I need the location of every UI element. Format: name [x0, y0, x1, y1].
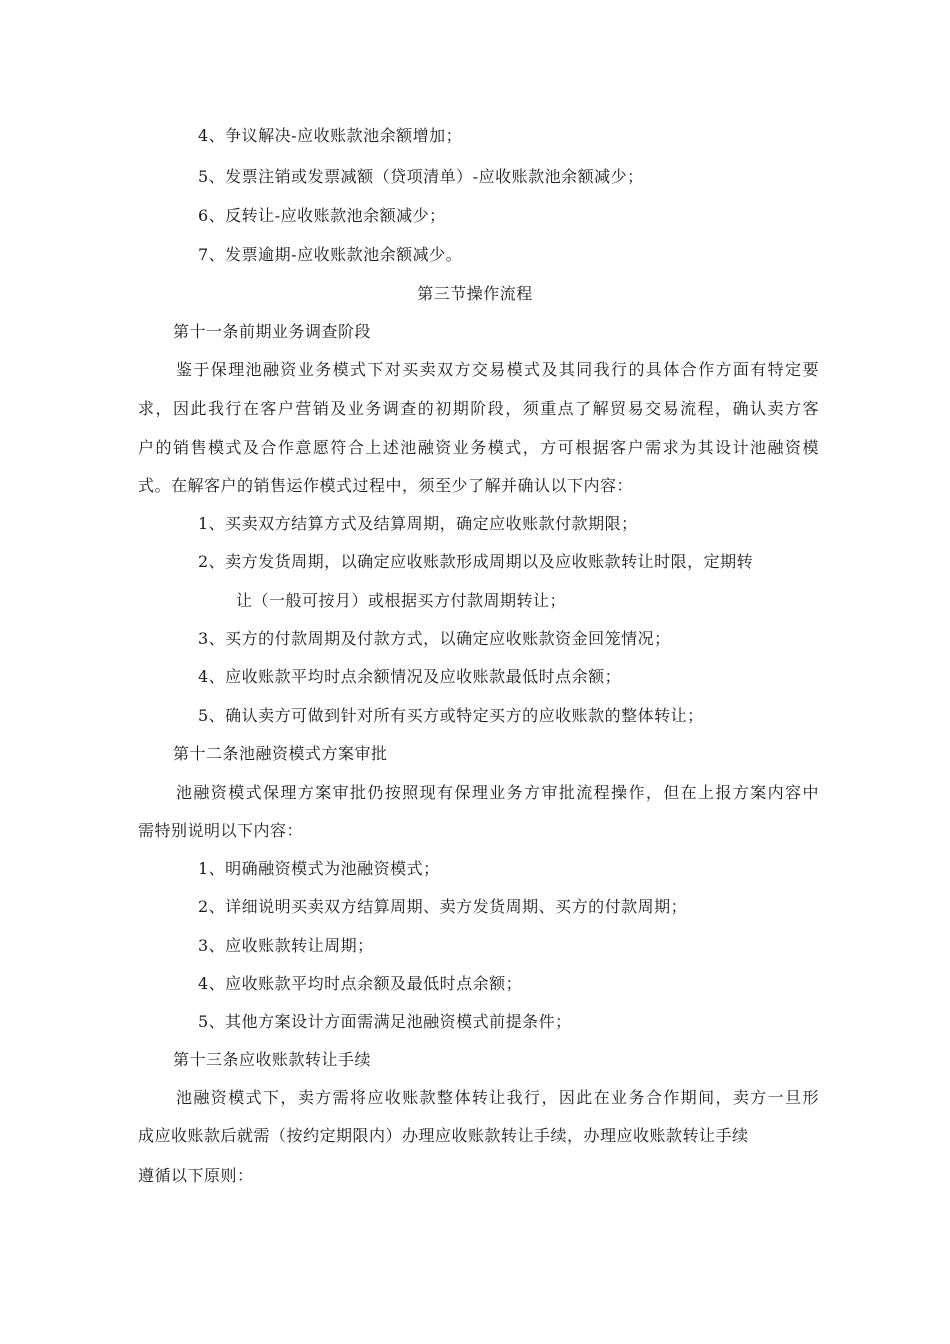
list-item: 5、发票注销或发票减额（贷项清单）-应收账款池余额减少；	[198, 167, 644, 186]
list-item: 4、应收账款平均时点余额及最低时点余额；	[198, 974, 523, 993]
paragraph-line: 池融资模式下，卖方需将应收账款整体转让我行，因此在业务合作期间，卖方一旦形	[176, 1088, 819, 1107]
paragraph-line: 遵循以下原则：	[138, 1166, 254, 1185]
paragraph-line: 求，因此我行在客户营销及业务调查的初期阶段，须重点了解贸易交易流程，确认卖方客	[138, 399, 819, 418]
list-item: 4、应收账款平均时点余额情况及应收账款最低时点余额；	[198, 667, 622, 686]
paragraph-line: 户的销售模式及合作意愿符合上述池融资业务模式，方可根据客户需求为其设计池融资模	[138, 438, 819, 457]
list-item: 5、确认卖方可做到针对所有买方或特定买方的应收账款的整体转让；	[198, 706, 704, 725]
paragraph-line: 式。在解客户的销售运作模式过程中，须至少了解并确认以下内容：	[138, 476, 634, 495]
paragraph-line: 池融资模式保理方案审批仍按照现有保理业务方审批流程操作，但在上报方案内容中	[176, 783, 819, 802]
list-item: 3、应收账款转让周期；	[198, 936, 374, 955]
paragraph-line: 需特别说明以下内容：	[138, 821, 304, 840]
list-item: 7、发票逾期-应收账款池余额减少。	[198, 245, 463, 264]
paragraph-line: 鉴于保理池融资业务模式下对买卖双方交易模式及其同我行的具体合作方面有特定要	[176, 360, 819, 379]
paragraph-line: 成应收账款后就需（按约定期限内）办理应收账款转让手续，办理应收账款转让手续	[138, 1126, 749, 1145]
list-item: 1、明确融资模式为池融资模式；	[198, 859, 440, 878]
list-item: 2、卖方发货周期，以确定应收账款形成周期以及应收账款转让时限，定期转	[198, 552, 754, 571]
list-item: 3、买方的付款周期及付款方式，以确定应收账款资金回笼情况；	[198, 629, 671, 648]
list-item: 5、其他方案设计方面需满足池融资模式前提条件；	[198, 1012, 572, 1031]
section-title: 第三节操作流程	[417, 284, 533, 303]
list-item: 4、争议解决-应收账款池余额增加；	[198, 126, 463, 145]
list-item: 1、买卖双方结算方式及结算周期，确定应收账款付款期限；	[198, 514, 638, 533]
list-item: 2、详细说明买卖双方结算周期、卖方发货周期、买方的付款周期；	[198, 897, 688, 916]
article-12-title: 第十二条池融资模式方案审批	[173, 744, 388, 763]
article-13-title: 第十三条应收账款转让手续	[173, 1050, 372, 1069]
list-item: 6、反转让-应收账款池余额减少；	[198, 206, 446, 225]
article-11-title: 第十一条前期业务调查阶段	[173, 322, 372, 341]
list-item: 让（一般可按月）或根据买方付款周期转让；	[236, 591, 567, 610]
